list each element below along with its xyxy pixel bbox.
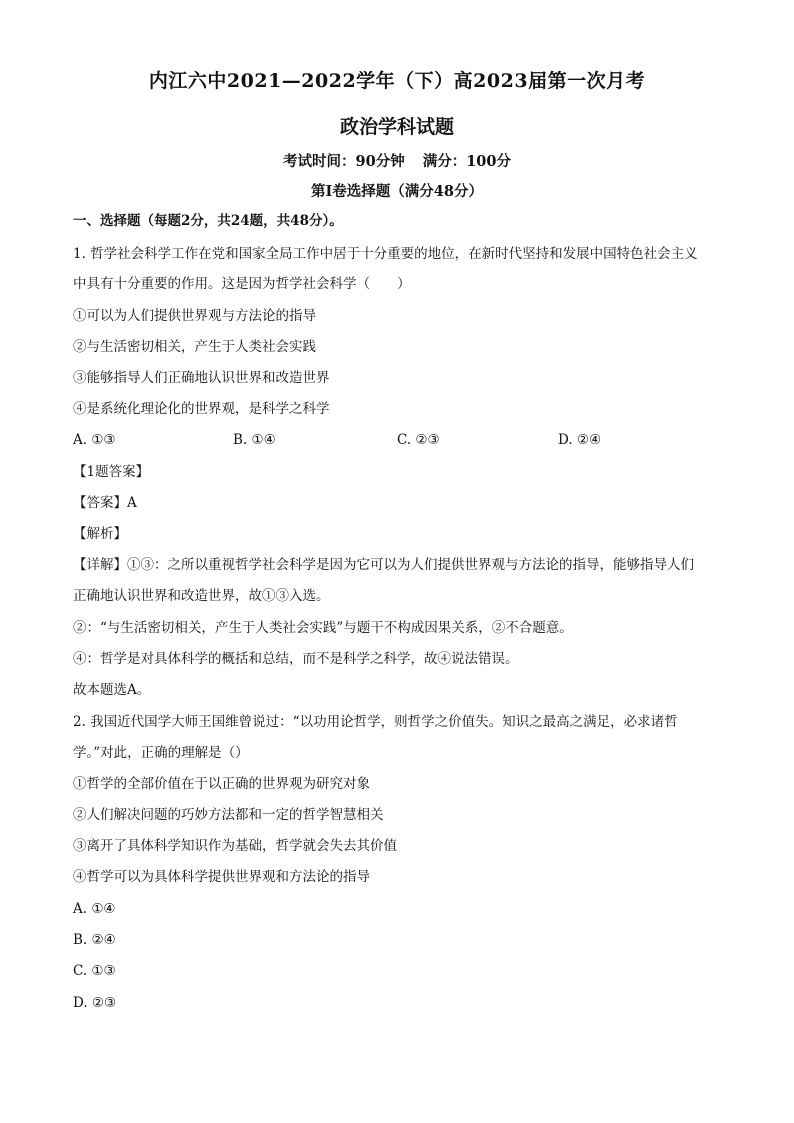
exam-time: 考试时间：90分钟 xyxy=(283,153,405,170)
q2-option-c: C. ①③ xyxy=(73,963,116,979)
q1-conclusion: 故本题选A。 xyxy=(73,682,151,698)
q2-option-b: B. ②④ xyxy=(73,932,116,948)
q2-stem-line1: 2. 我国近代国学大师王国维曾说过：“以功用论哲学，则哲学之价值失。知识之最高之满足，必求诸哲 xyxy=(73,714,678,730)
q1-item-3: ③能够指导人们正确地认识世界和改造世界 xyxy=(73,370,330,386)
q2-stem-line2: 学。”对此，正确的理解是（） xyxy=(73,745,249,761)
q1-stem-line1: 1. 哲学社会科学工作在党和国家全局工作中居于十分重要的地位，在新时代坚持和发展中国特色社会主义 xyxy=(73,246,698,262)
q2-item-4: ④哲学可以为具体科学提供世界观和方法论的指导 xyxy=(73,869,370,885)
section-title: 第Ⅰ卷选择题（满分48分） xyxy=(311,183,483,200)
exam-title: 内江六中2021—2022学年（下）高2023届第一次月考 xyxy=(148,70,646,92)
q1-analysis-tag: 【解析】 xyxy=(73,526,127,542)
q1-detail-line2: 正确地认识世界和改造世界，故①③入选。 xyxy=(73,588,330,604)
q1-item-1: ①可以为人们提供世界观与方法论的指导 xyxy=(73,308,316,324)
q2-item-2: ②人们解决问题的巧妙方法都和一定的哲学智慧相关 xyxy=(73,807,384,823)
q1-option-b: B. ①④ xyxy=(233,432,276,448)
q2-item-1: ①哲学的全部价值在于以正确的世界观为研究对象 xyxy=(73,776,370,792)
q1-item-4: ④是系统化理论化的世界观，是科学之科学 xyxy=(73,401,330,417)
q1-answer-tag: 【1题答案】 xyxy=(73,464,150,480)
q1-answer: 【答案】A xyxy=(73,495,137,511)
q2-item-3: ③离开了具体科学知识作为基础，哲学就会失去其价值 xyxy=(73,838,397,854)
exam-score: 满分：100分 xyxy=(422,153,511,170)
q1-option-a: A. ①③ xyxy=(73,432,116,448)
q1-detail-line1: 【详解】①③：之所以重视哲学社会科学是因为它可以为人们提供世界观与方法论的指导，能够指导人们 xyxy=(73,557,694,573)
q2-option-a: A. ①④ xyxy=(73,901,116,917)
q1-option-d: D. ②④ xyxy=(558,432,602,448)
exam-subject: 政治学科试题 xyxy=(339,116,454,138)
q1-option-c: C. ②③ xyxy=(397,432,440,448)
q1-item-2: ②与生活密切相关，产生于人类社会实践 xyxy=(73,339,316,355)
q1-detail-line4: ④：哲学是对具体科学的概括和总结，而不是科学之科学，故④说法错误。 xyxy=(73,651,519,667)
q1-stem-line2: 中具有十分重要的作用。这是因为哲学社会科学（ ） xyxy=(73,276,411,292)
q2-option-d: D. ②③ xyxy=(73,995,117,1011)
section-instructions: 一、选择题（每题2分，共24题，共48分）。 xyxy=(73,213,343,229)
q1-detail-line3: ②：“与生活密切相关，产生于人类社会实践”与题干不构成因果关系，②不合题意。 xyxy=(73,620,573,636)
exam-meta xyxy=(0,150,794,171)
